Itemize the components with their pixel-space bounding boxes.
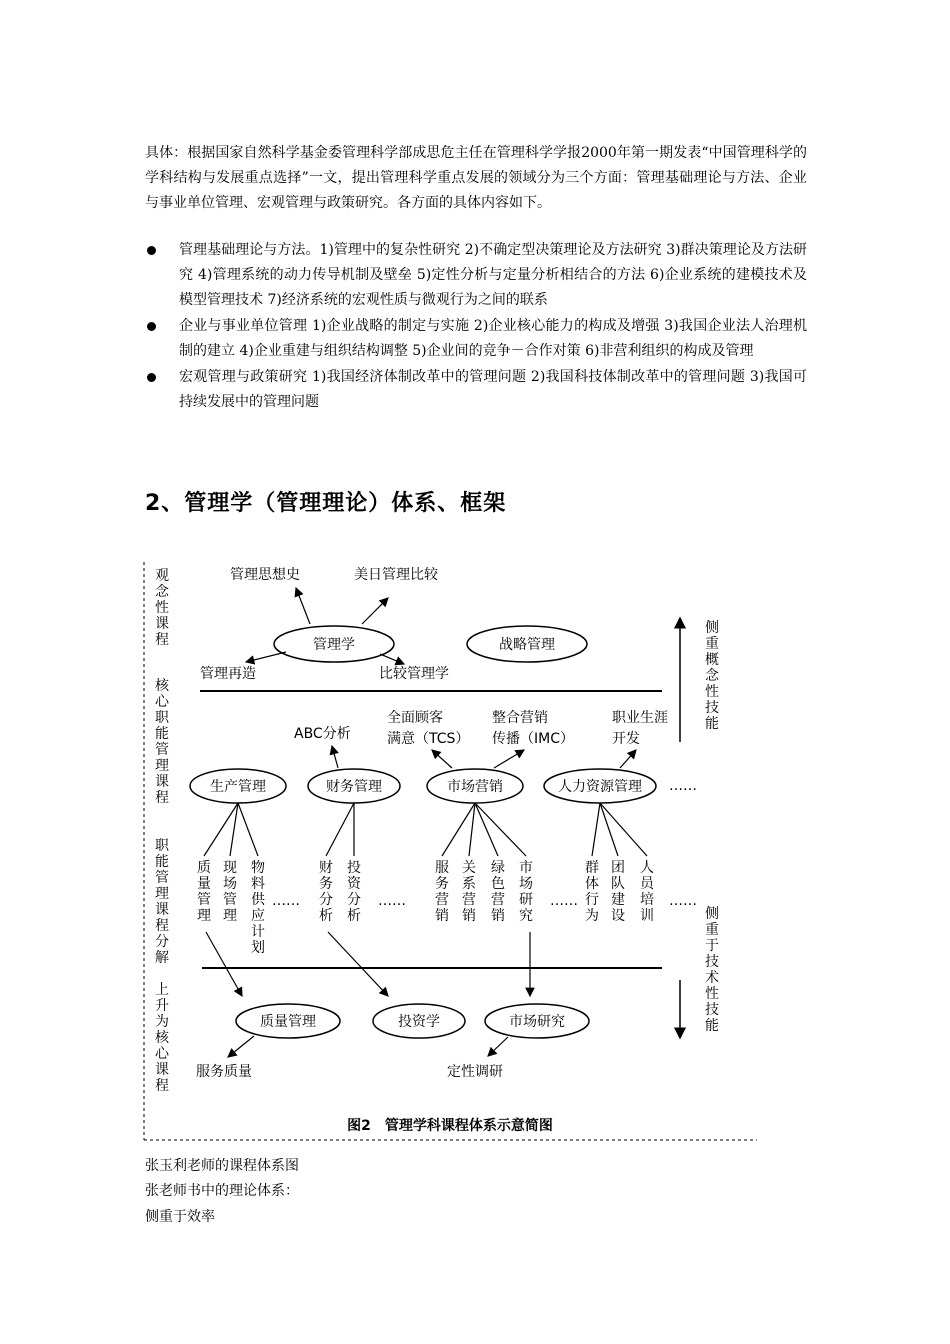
left-label-decompose: 职能管理课程分解 上升为核心课程 bbox=[155, 838, 169, 1094]
right-label-technical: 侧重于技术性技能 bbox=[705, 906, 719, 1034]
sub-course-label: 质量管理 bbox=[197, 860, 211, 924]
tcs-label-line2: 满意（TCS） bbox=[387, 731, 470, 747]
sub-course-label: 团队建设 bbox=[611, 860, 625, 924]
abc-label: ABC分析 bbox=[294, 726, 351, 742]
bullet-icon bbox=[147, 322, 156, 331]
bottom-course-label: 投资学 bbox=[398, 1014, 440, 1030]
fan-lines bbox=[204, 803, 647, 856]
sub-course-label: 财务分析 bbox=[319, 860, 333, 924]
sub-course-label: 绿色营销 bbox=[491, 860, 505, 924]
arrow-line bbox=[380, 654, 404, 664]
bullet-icon bbox=[147, 246, 156, 255]
ellipsis-label: …… bbox=[378, 893, 406, 909]
core-course-label: 生产管理 bbox=[210, 779, 266, 795]
list-item-text: 企业与事业单位管理 1)企业战略的制定与实施 2)企业核心能力的构成及增强 3)我国企业法人治理机制的建立 4)企业重建与组织结构调整 5)企业间的竞争－合作对策 6)非营利组织的构成及管理 bbox=[179, 318, 807, 359]
figure-caption: 图2 管理学科课程体系示意简图 bbox=[347, 1118, 553, 1134]
career-label-line2: 开发 bbox=[612, 731, 640, 747]
right-label-conceptual: 侧重概念性技能 bbox=[705, 620, 719, 732]
arrow-line bbox=[206, 932, 242, 996]
left-label-concept: 观念性课程 bbox=[155, 568, 169, 648]
curriculum-figure bbox=[142, 560, 759, 1142]
ellipsis-label: …… bbox=[272, 893, 300, 909]
us-japan-label: 美日管理比较 bbox=[354, 567, 438, 583]
after-line: 侧重于效率 bbox=[145, 1209, 215, 1225]
curriculum-diagram bbox=[142, 560, 759, 1142]
list-item bbox=[145, 238, 807, 313]
qualitative-research-label: 定性调研 bbox=[447, 1064, 503, 1080]
left-label-core: 核心职能管理课程 bbox=[155, 678, 169, 806]
after-line: 张玉利老师的课程体系图 bbox=[145, 1158, 299, 1174]
sub-course-label: 服务营销 bbox=[435, 860, 449, 924]
arrow-line bbox=[432, 750, 452, 768]
after-line: 张老师书中的理论体系： bbox=[145, 1183, 299, 1199]
ellipsis-label: …… bbox=[669, 893, 697, 909]
service-quality-label: 服务质量 bbox=[196, 1064, 252, 1080]
intro-paragraph: 具体：根据国家自然科学基金委管理科学部成思危主任在管理科学学报2000年第一期发表“中国管理科学的学科结构与发展重点选择”一文，提出管理科学重点发展的领域分为三个方面：管理基础理论与方法、企业与事业单位管理、宏观管理与政策研究。各方面的具体内容如下。 bbox=[145, 145, 807, 211]
list-item-text: 宏观管理与政策研究 1)我国经济体制改革中的管理问题 2)我国科技体制改革中的管理问题 3)我国可持续发展中的管理问题 bbox=[179, 369, 807, 410]
reengineering-label: 管理再造 bbox=[200, 666, 256, 682]
sub-course-label: 现场管理 bbox=[223, 860, 237, 924]
arrow-line bbox=[246, 652, 286, 662]
comparative-label: 比较管理学 bbox=[379, 666, 449, 682]
section-heading: 2、管理学（管理理论）体系、框架 bbox=[145, 491, 507, 516]
sub-course-label: 群体行为 bbox=[585, 860, 599, 924]
bullet-icon bbox=[147, 373, 156, 382]
strategy-label: 战略管理 bbox=[499, 637, 555, 653]
sub-course-label: 投资分析 bbox=[347, 860, 361, 924]
imc-label-line2: 传播（IMC） bbox=[492, 731, 574, 747]
arrow-line bbox=[620, 750, 636, 768]
bottom-course-label: 市场研究 bbox=[509, 1014, 565, 1030]
core-course-label: 市场营销 bbox=[447, 779, 503, 795]
thought-history-label: 管理思想史 bbox=[230, 567, 300, 583]
list-item-text: 管理基础理论与方法。1)管理中的复杂性研究 2)不确定型决策理论及方法研究 3)群决策理论及方法研究 4)管理系统的动力传导机制及壁垒 5)定性分析与定量分析相结合的方法 6)企业系统的建模技术及模型管理技术 7)经济系统的宏观性质与微观行为之间的联系 bbox=[179, 242, 807, 308]
ellipsis-label: …… bbox=[669, 778, 697, 794]
core-course-label: 财务管理 bbox=[326, 779, 382, 795]
management-label: 管理学 bbox=[313, 637, 355, 653]
arrow-line bbox=[296, 588, 310, 624]
sub-course-label: 人员培训 bbox=[640, 860, 654, 924]
career-label: 职业生涯 bbox=[612, 710, 668, 726]
sub-course-label: 物料供应计划 bbox=[251, 860, 265, 956]
arrow-line bbox=[328, 932, 388, 996]
core-course-label: 人力资源管理 bbox=[558, 779, 642, 795]
arrow-line bbox=[228, 1036, 254, 1057]
sub-course-label: 关系营销 bbox=[462, 860, 476, 924]
imc-label: 整合营销 bbox=[492, 710, 548, 726]
arrow-line bbox=[494, 750, 524, 768]
list-item bbox=[145, 314, 807, 364]
tcs-label: 全面顾客 bbox=[387, 710, 443, 726]
bullet-list bbox=[145, 238, 807, 416]
bottom-course-label: 质量管理 bbox=[260, 1014, 316, 1030]
ellipsis-label: …… bbox=[550, 893, 578, 909]
sub-course-label: 市场研究 bbox=[519, 860, 533, 924]
list-item bbox=[145, 365, 807, 415]
arrow-line bbox=[488, 1037, 508, 1056]
arrow-line bbox=[332, 746, 338, 768]
arrow-line bbox=[362, 598, 388, 624]
